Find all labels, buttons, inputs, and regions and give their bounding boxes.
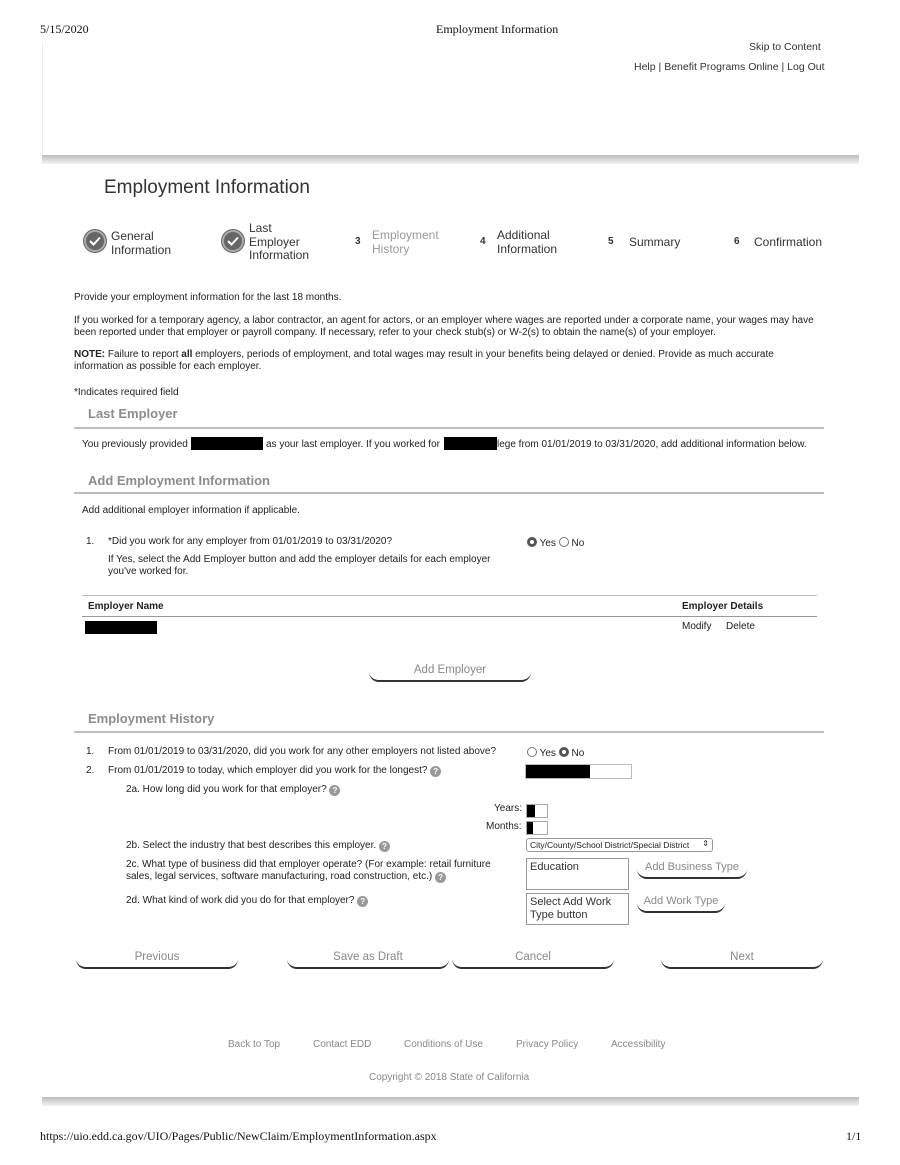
question-text: 2a. How long did you work for that employer? [126,784,327,795]
back-to-top-link[interactable]: Back to Top [228,1039,281,1050]
radio-group-q1 [527,537,584,550]
radio-no[interactable] [559,747,569,757]
redacted-employer-name [85,621,157,634]
note-text: employers, periods of employment, and total wages may result in your benefits being delayed or denied. Provide as much accurate information as possible for each employer. [74,349,774,372]
add-employer-button[interactable]: Add Employer [369,664,531,682]
step-label-line: Information [111,242,172,257]
question-other-employers: From 01/01/2019 to 03/31/2020, did you work for any other employers not listed above? [108,746,497,757]
intro-text: Provide your employment information for the last 18 months. [74,292,342,303]
privacy-policy-link[interactable]: Privacy Policy [516,1039,579,1050]
skip-to-content-link[interactable]: Skip to Content [749,41,821,53]
add-employment-desc: Add additional employer information if applicable. [82,505,300,516]
section-heading-last-employer: Last Employer [88,406,178,421]
step-label-line: Additional [497,228,550,242]
table-top-rule [82,595,817,596]
industry-select[interactable] [526,838,713,852]
intro-paragraph: If you worked for a temporary agency, a labor contractor, an agent for actors, or an employer where wages are reported under a corporate name, your wages may have been reported under that employer or payroll company. If necessary, refer to your check stub(s) or W-2(s) to obtain the name(s) of your employer. [74,315,814,338]
step-label-line: Employer [249,234,300,249]
question-mark-icon[interactable]: ? [430,766,441,777]
question-number: 1. [86,746,95,757]
question-text: From 01/01/2019 to today, which employer did you work for the longest? [108,765,428,776]
question-industry [126,840,390,852]
question-longest-employer [108,765,441,777]
last-employer-text-3: lege from 01/01/2019 to 03/31/2020, add additional information below. [497,439,807,450]
page-title: Employment Information [104,177,310,198]
section-rule [74,731,824,733]
redacted-employer [191,437,263,450]
redacted-employer [444,437,497,450]
radio-yes[interactable] [527,537,537,547]
section-heading-employment-history: Employment History [88,711,215,726]
table-header-rule [82,616,817,617]
note-label: NOTE: [74,349,106,360]
step-label-line: Employment [372,228,439,242]
note-text: Failure to report [107,349,179,360]
step-number: 3 [355,236,361,247]
question-mark-icon[interactable]: ? [379,841,390,852]
question-business-type [126,859,511,883]
add-business-type-button[interactable]: Add Business Type [637,861,747,879]
delete-link[interactable]: Delete [726,621,755,632]
years-label: Years: [494,803,522,814]
cancel-button[interactable]: Cancel [452,951,614,969]
question-text: 2c. What type of business did that employer operate? (For example: retail furniture sales, legal services, software manufacturing, road construction, etc.) [126,859,491,882]
question-how-long [126,784,340,796]
section-heading-add-employment: Add Employment Information [88,473,270,488]
required-note: *Indicates required field [74,387,179,398]
modify-link[interactable]: Modify [682,621,712,632]
question-mark-icon[interactable]: ? [357,896,368,907]
add-work-type-button[interactable]: Add Work Type [637,895,725,913]
separator: | [658,61,662,73]
last-employer-text-1: You previously provided [82,439,188,450]
step-label-line: History [372,241,410,256]
header-divider [42,155,859,164]
frame-line [42,42,43,157]
longest-employer-select[interactable] [525,764,632,779]
step-label-line: General [111,229,154,243]
work-type-textarea[interactable]: Select Add Work Type button [526,893,629,925]
step-number: 5 [608,236,614,247]
radio-label: No [571,538,585,549]
note-emphasis: all [181,349,193,360]
conditions-of-use-link[interactable]: Conditions of Use [404,1039,483,1050]
print-url: https://uio.edd.ca.gov/UIO/Pages/Public/NewClaim/EmploymentInformation.aspx [40,1129,437,1143]
question-text: 2b. Select the industry that best describes this employer. [126,840,377,851]
step-number: 6 [734,236,740,247]
step-number: 4 [480,236,486,247]
top-links [634,61,825,73]
previous-button[interactable]: Previous [76,951,238,969]
radio-yes[interactable] [527,747,537,757]
check-circle-icon [84,230,106,252]
column-header-employer-name: Employer Name [88,601,164,612]
business-type-textarea[interactable]: Education [526,858,629,890]
radio-label: Yes [539,748,556,759]
radio-label: Yes [539,538,556,549]
redacted-value [527,822,533,834]
section-rule [74,427,824,429]
question-worked-any-employer: *Did you work for any employer from 01/01/2019 to 03/31/2020? [108,536,393,547]
years-input[interactable] [526,804,548,818]
question-number: 2. [86,765,95,776]
benefit-programs-link[interactable]: Benefit Programs Online [664,61,779,73]
question-number: 1. [86,536,95,547]
redacted-employer [526,765,590,778]
radio-no[interactable] [559,537,569,547]
logout-link[interactable]: Log Out [787,61,825,73]
separator: | [781,61,785,73]
next-button[interactable]: Next [661,951,823,969]
section-rule [74,492,824,494]
help-link[interactable]: Help [634,61,656,73]
column-header-employer-details: Employer Details [682,601,764,612]
step-label-line: Summary [629,235,681,249]
up-down-arrows-icon: ⇕ [702,839,709,848]
industry-selected-value: City/County/School District/Special District [530,840,690,850]
note-paragraph [74,349,814,372]
months-input[interactable] [526,821,548,835]
footer-divider [42,1097,859,1106]
step-label-line: Information [497,241,558,256]
save-draft-button[interactable]: Save as Draft [287,951,449,969]
radio-label: No [571,748,585,759]
step-label-line: Last [249,221,272,235]
question-mark-icon[interactable]: ? [435,872,446,883]
copyright: Copyright © 2018 State of California [369,1072,530,1083]
redacted-value [527,805,535,817]
step-label-line: Confirmation [754,235,823,249]
last-employer-text-2: as your last employer. If you worked for [266,439,440,450]
question-help-text: If Yes, select the Add Employer button and add the employer details for each employer you've worked for. [108,554,491,577]
step-label-line: Information [249,248,310,262]
print-title: Employment Information [436,22,559,36]
check-circle-icon [222,230,244,252]
print-date: 5/15/2020 [40,22,89,36]
contact-edd-link[interactable]: Contact EDD [313,1039,372,1050]
question-work-type [126,895,368,907]
radio-group-history-q1 [527,747,584,760]
accessibility-link[interactable]: Accessibility [611,1039,666,1050]
question-mark-icon[interactable]: ? [329,785,340,796]
months-label: Months: [486,821,522,832]
question-text: 2d. What kind of work did you do for that employer? [126,895,355,906]
print-page-number: 1/1 [846,1129,862,1143]
